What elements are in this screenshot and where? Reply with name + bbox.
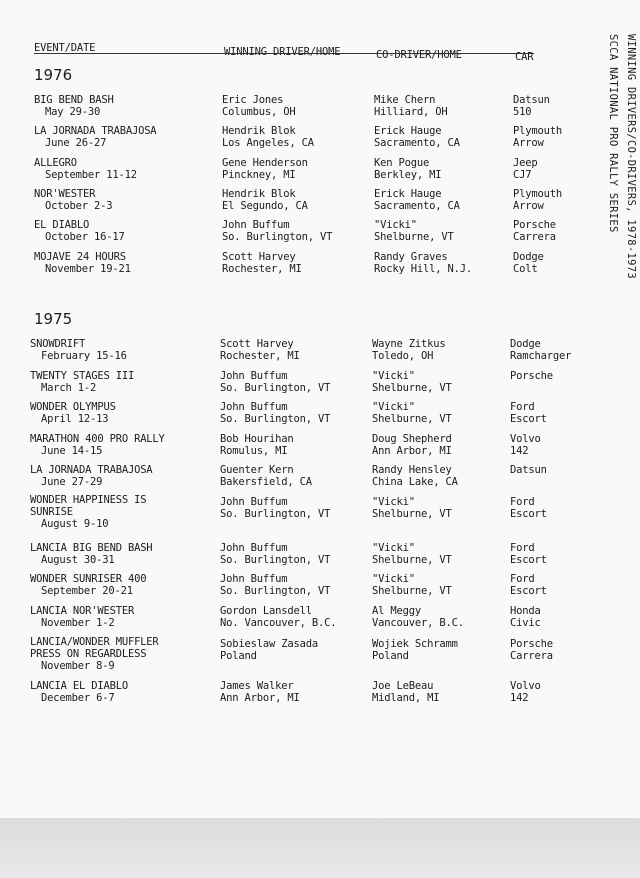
codriver-cell xyxy=(372,338,445,362)
event-date: June 27-29 xyxy=(41,476,103,488)
codriver-cell xyxy=(372,433,452,457)
event-date: April 12-13 xyxy=(41,413,109,425)
car-cell xyxy=(510,401,547,425)
codriver-name: Doug Shepherd xyxy=(372,433,452,445)
driver-home: Romulus, MI xyxy=(220,445,288,457)
codriver-home: Toledo, OH xyxy=(372,350,434,362)
event-date: March 1-2 xyxy=(41,382,97,394)
driver-name: Hendrik Blok xyxy=(222,188,296,200)
driver-home: Los Angeles, CA xyxy=(222,137,314,149)
car-make: Dodge xyxy=(513,251,544,263)
codriver-home: Berkley, MI xyxy=(374,169,442,181)
event-cell xyxy=(30,542,152,566)
car-cell xyxy=(513,219,556,243)
car-make: Plymouth xyxy=(513,188,562,200)
codriver-name: "Vicki" xyxy=(374,219,417,231)
event-date: June 26-27 xyxy=(45,137,107,149)
event-name: LANCIA NOR'WESTER xyxy=(30,605,135,617)
driver-cell xyxy=(222,251,302,275)
event-date: November 1-2 xyxy=(41,617,115,629)
car-make: Ford xyxy=(510,496,535,508)
driver-cell xyxy=(220,433,293,457)
codriver-name: "Vicki" xyxy=(372,542,415,554)
car-cell xyxy=(513,125,562,149)
event-name-cont: PRESS ON REGARDLESS xyxy=(30,648,147,660)
car-make: Dodge xyxy=(510,338,541,350)
driver-home: So. Burlington, VT xyxy=(220,413,331,425)
event-name: WONDER HAPPINESS IS xyxy=(30,494,147,506)
codriver-cell xyxy=(372,496,452,520)
codriver-name: Randy Graves xyxy=(374,251,448,263)
driver-home: So. Burlington, VT xyxy=(220,382,331,394)
driver-name: John Buffum xyxy=(220,573,288,585)
codriver-name: "Vicki" xyxy=(372,573,415,585)
event-cell xyxy=(34,125,156,149)
event-date: February 15-16 xyxy=(41,350,127,362)
event-date: December 6-7 xyxy=(41,692,115,704)
driver-home: Rochester, MI xyxy=(220,350,300,362)
codriver-home: Shelburne, VT xyxy=(372,382,452,394)
car-make: Datsun xyxy=(513,94,550,106)
event-name: LA JORNADA TRABAJOSA xyxy=(34,125,157,137)
driver-home: Rochester, MI xyxy=(222,263,302,275)
car-make: Volvo xyxy=(510,680,541,692)
car-make: Ford xyxy=(510,401,535,413)
driver-name: John Buffum xyxy=(220,496,288,508)
driver-name: Scott Harvey xyxy=(222,251,296,263)
driver-home: Bakersfield, CA xyxy=(220,476,312,488)
event-cell xyxy=(30,605,134,629)
driver-cell xyxy=(222,94,295,118)
driver-name: Guenter Kern xyxy=(220,464,294,476)
car-cell xyxy=(510,542,547,566)
codriver-name: Erick Hauge xyxy=(374,125,442,137)
event-date: August 9-10 xyxy=(41,518,109,530)
driver-name: James Walker xyxy=(220,680,294,692)
car-cell xyxy=(513,251,544,275)
codriver-cell xyxy=(374,125,460,149)
driver-home: So. Burlington, VT xyxy=(220,508,331,520)
codriver-home: Rocky Hill, N.J. xyxy=(374,263,472,275)
car-model: 142 xyxy=(510,692,529,704)
car-model: 510 xyxy=(513,106,532,118)
driver-cell xyxy=(222,125,314,149)
codriver-cell xyxy=(372,680,439,704)
event-date: September 11-12 xyxy=(45,169,137,181)
event-cell xyxy=(34,188,112,212)
driver-cell xyxy=(222,219,332,243)
codriver-cell xyxy=(372,605,464,629)
car-model: Escort xyxy=(510,413,547,425)
codriver-cell xyxy=(374,188,460,212)
event-date: September 20-21 xyxy=(41,585,133,597)
driver-cell xyxy=(220,542,330,566)
driver-name: John Buffum xyxy=(222,219,290,231)
car-cell xyxy=(510,680,541,704)
car-make: Porsche xyxy=(513,219,556,231)
driver-name: John Buffum xyxy=(220,542,288,554)
codriver-cell xyxy=(372,573,452,597)
event-date: May 29-30 xyxy=(45,106,101,118)
driver-name: John Buffum xyxy=(220,370,288,382)
car-cell xyxy=(510,433,541,457)
event-name: MARATHON 400 PRO RALLY xyxy=(30,433,165,445)
codriver-home: Shelburne, VT xyxy=(372,508,452,520)
event-date: October 16-17 xyxy=(45,231,125,243)
car-make: Jeep xyxy=(513,157,538,169)
event-name: LANCIA EL DIABLO xyxy=(30,680,128,692)
driver-home: So. Burlington, VT xyxy=(220,554,331,566)
driver-cell xyxy=(222,157,308,181)
car-model: Colt xyxy=(513,263,538,275)
codriver-name: Joe LeBeau xyxy=(372,680,434,692)
event-name: NOR'WESTER xyxy=(34,188,96,200)
event-date: October 2-3 xyxy=(45,200,113,212)
header-car: CAR xyxy=(515,51,534,63)
codriver-name: Al Meggy xyxy=(372,605,421,617)
codriver-home: China Lake, CA xyxy=(372,476,458,488)
car-cell xyxy=(510,464,547,476)
event-name: LANCIA/WONDER MUFFLER xyxy=(30,636,159,648)
car-model: Escort xyxy=(510,585,547,597)
event-cell xyxy=(30,338,127,362)
header-winning-driver: WINNING DRIVER/HOME xyxy=(224,46,341,58)
event-date: August 30-31 xyxy=(41,554,115,566)
page-bottom-edge xyxy=(0,818,640,878)
codriver-name: Wayne Zitkus xyxy=(372,338,446,350)
event-cell xyxy=(34,94,114,118)
event-cell xyxy=(30,636,159,672)
car-cell xyxy=(510,573,547,597)
driver-cell xyxy=(220,638,318,662)
event-cell xyxy=(30,573,146,597)
codriver-home: Sacramento, CA xyxy=(374,200,460,212)
event-name-cont: SUNRISE xyxy=(30,506,73,518)
car-make: Plymouth xyxy=(513,125,562,137)
codriver-home: Hilliard, OH xyxy=(374,106,448,118)
driver-name: Gene Henderson xyxy=(222,157,308,169)
car-make: Porsche xyxy=(510,638,553,650)
codriver-cell xyxy=(372,370,452,394)
event-cell xyxy=(30,370,134,394)
car-model: Carrera xyxy=(510,650,553,662)
event-cell xyxy=(30,464,152,488)
codriver-home: Shelburne, VT xyxy=(372,413,452,425)
event-cell xyxy=(34,157,137,181)
side-subtitle: SCCA NATIONAL PRO RALLY SERIES xyxy=(607,34,619,233)
header-co-driver: CO-DRIVER/HOME xyxy=(376,49,462,61)
codriver-cell xyxy=(372,542,452,566)
driver-name: Sobieslaw Zasada xyxy=(220,638,318,650)
driver-cell xyxy=(220,680,300,704)
side-title: WINNING DRIVERS/CO-DRIVERS, 1978-1973 xyxy=(625,34,637,279)
codriver-cell xyxy=(372,638,458,662)
car-model: 142 xyxy=(510,445,529,457)
codriver-home: Midland, MI xyxy=(372,692,440,704)
codriver-home: Shelburne, VT xyxy=(372,554,452,566)
driver-name: Scott Harvey xyxy=(220,338,294,350)
driver-name: John Buffum xyxy=(220,401,288,413)
codriver-name: Erick Hauge xyxy=(374,188,442,200)
codriver-home: Shelburne, VT xyxy=(372,585,452,597)
driver-cell xyxy=(220,464,312,488)
event-name: SNOWDRIFT xyxy=(30,338,86,350)
car-model: Carrera xyxy=(513,231,556,243)
event-name: ALLEGRO xyxy=(34,157,77,169)
car-make: Porsche xyxy=(510,370,553,382)
codriver-cell xyxy=(372,401,452,425)
car-cell xyxy=(510,496,547,520)
event-cell xyxy=(30,494,146,530)
driver-cell xyxy=(220,496,330,520)
codriver-name: Randy Hensley xyxy=(372,464,452,476)
car-cell xyxy=(513,94,550,118)
car-cell xyxy=(510,370,553,382)
driver-home: No. Vancouver, B.C. xyxy=(220,617,337,629)
event-date: November 8-9 xyxy=(41,660,115,672)
car-make: Ford xyxy=(510,573,535,585)
car-model: Arrow xyxy=(513,200,544,212)
event-name: MOJAVE 24 HOURS xyxy=(34,251,126,263)
codriver-cell xyxy=(374,157,441,181)
event-name: WONDER SUNRISER 400 xyxy=(30,573,147,585)
driver-name: Hendrik Blok xyxy=(222,125,296,137)
driver-home: Columbus, OH xyxy=(222,106,296,118)
driver-cell xyxy=(220,573,330,597)
driver-home: Pinckney, MI xyxy=(222,169,296,181)
driver-cell xyxy=(220,605,336,629)
codriver-name: "Vicki" xyxy=(372,401,415,413)
codriver-name: "Vicki" xyxy=(372,370,415,382)
driver-home: Ann Arbor, MI xyxy=(220,692,300,704)
car-model: Escort xyxy=(510,508,547,520)
driver-home: So. Burlington, VT xyxy=(222,231,333,243)
codriver-name: Wojiek Schramm xyxy=(372,638,458,650)
event-cell xyxy=(30,401,116,425)
header-rule xyxy=(34,53,534,54)
codriver-cell xyxy=(372,464,458,488)
year-heading-1975: 1975 xyxy=(34,310,73,328)
car-model: Arrow xyxy=(513,137,544,149)
event-cell xyxy=(34,251,131,275)
codriver-home: Poland xyxy=(372,650,409,662)
event-cell xyxy=(30,680,128,704)
car-model: Civic xyxy=(510,617,541,629)
car-make: Honda xyxy=(510,605,541,617)
car-make: Datsun xyxy=(510,464,547,476)
event-date: June 14-15 xyxy=(41,445,103,457)
event-name: WONDER OLYMPUS xyxy=(30,401,116,413)
codriver-home: Ann Arbor, MI xyxy=(372,445,452,457)
car-cell xyxy=(513,188,562,212)
driver-home: El Segundo, CA xyxy=(222,200,308,212)
codriver-name: Mike Chern xyxy=(374,94,436,106)
car-model: Escort xyxy=(510,554,547,566)
codriver-cell xyxy=(374,251,472,275)
driver-name: Eric Jones xyxy=(222,94,284,106)
codriver-name: Ken Pogue xyxy=(374,157,430,169)
driver-name: Gordon Lansdell xyxy=(220,605,312,617)
driver-cell xyxy=(220,401,330,425)
codriver-cell xyxy=(374,219,454,243)
driver-home: Poland xyxy=(220,650,257,662)
event-name: BIG BEND BASH xyxy=(34,94,114,106)
car-make: Ford xyxy=(510,542,535,554)
driver-name: Bob Hourihan xyxy=(220,433,294,445)
car-cell xyxy=(510,605,541,629)
car-cell xyxy=(510,338,571,362)
car-make: Volvo xyxy=(510,433,541,445)
car-model: Ramcharger xyxy=(510,350,572,362)
driver-home: So. Burlington, VT xyxy=(220,585,331,597)
event-name: EL DIABLO xyxy=(34,219,90,231)
car-model: CJ7 xyxy=(513,169,532,181)
event-date: November 19-21 xyxy=(45,263,131,275)
header-event-date: EVENT/DATE xyxy=(34,42,96,54)
codriver-home: Shelburne, VT xyxy=(374,231,454,243)
event-name: TWENTY STAGES III xyxy=(30,370,135,382)
codriver-name: "Vicki" xyxy=(372,496,415,508)
year-heading-1976: 1976 xyxy=(34,66,73,84)
car-cell xyxy=(513,157,538,181)
driver-cell xyxy=(222,188,308,212)
driver-cell xyxy=(220,370,330,394)
event-cell xyxy=(34,219,125,243)
driver-cell xyxy=(220,338,300,362)
event-name: LA JORNADA TRABAJOSA xyxy=(30,464,153,476)
codriver-home: Sacramento, CA xyxy=(374,137,460,149)
car-cell xyxy=(510,638,553,662)
codriver-cell xyxy=(374,94,447,118)
event-name: LANCIA BIG BEND BASH xyxy=(30,542,153,554)
event-cell xyxy=(30,433,165,457)
codriver-home: Vancouver, B.C. xyxy=(372,617,464,629)
